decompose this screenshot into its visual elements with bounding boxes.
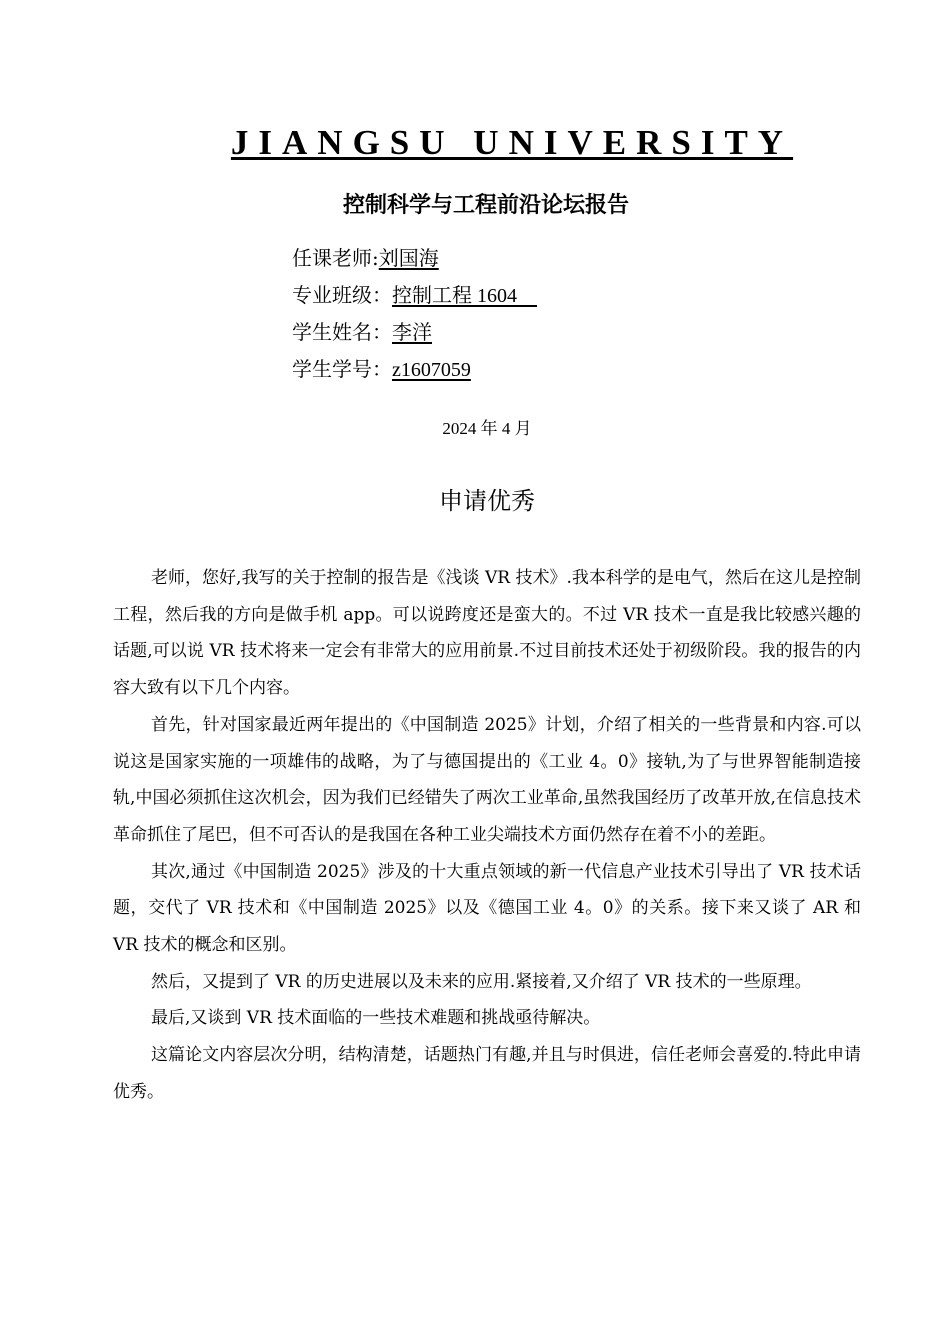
paragraph: 其次,通过《中国制造 2025》涉及的十大重点领域的新一代信息产业技术引导出了 VR 技术话题，交代了 VR 技术和《中国制造 2025》以及《德国工业 4。0》的关系。接下来又谈了 AR 和 VR 技术的概念和区别。 [113,861,861,956]
info-row-student-id [292,351,712,388]
university-title: JIANGSU UNIVERSITY [230,123,794,162]
info-label: 学生姓名： [292,320,392,344]
paragraph: 首先，针对国家最近两年提出的《中国制造 2025》计划，介绍了相关的一些背景和内容.可以说这是国家实施的一项雄伟的战略，为了与德国提出的《工业 4。0》接轨,为了与世界智能制造接轨,中国必须抓住这次机会，因为我们已经错失了两次工业革命,虽然我国经历了改革开放,在信息技术革命抓住了尾巴，但不可否认的是我国在各种工业尖端技术方面仍然存在着不小的差距。 [113,714,861,845]
info-value: 控制工程 1604 [392,285,537,307]
paragraph: 然后，又提到了 VR 的历史进展以及未来的应用.紧接着,又介绍了 VR 技术的一些原理。 [151,971,812,992]
info-value: z1607059 [392,359,471,381]
info-block [292,240,712,388]
info-row-teacher [292,240,712,277]
paragraph: 老师，您好,我写的关于控制的报告是《浅谈 VR 技术》.我本科学的是电气，然后在这儿是控制工程，然后我的方向是做手机 app。可以说跨度还是蛮大的。不过 VR 技术一直是我比较感兴趣的话题,可以说 VR 技术将来一定会有非常大的应用前景.不过目前技术还处于初级阶段。我的报告的内容大致有以下几个内容。 [113,568,861,699]
report-subtitle: 控制科学与工程前沿论坛报告 [342,193,629,218]
info-label: 学生学号： [292,357,392,381]
info-row-student-name [292,314,712,351]
info-value: 李洋 [392,322,432,344]
report-date: 2024 年 4 月 [442,419,532,438]
info-label: 专业班级： [292,283,392,307]
info-label: 任课老师: [292,246,379,270]
paragraph: 这篇论文内容层次分明，结构清楚，话题热门有趣,并且与时俱进，信任老师会喜爱的.特此申请优秀。 [113,1045,861,1102]
section-heading: 申请优秀 [439,487,535,515]
body-text [113,560,861,1111]
paragraph: 最后,又谈到 VR 技术面临的一些技术难题和挑战亟待解决。 [151,1008,601,1029]
info-value: 刘国海 [378,248,439,270]
info-row-class [292,277,712,314]
